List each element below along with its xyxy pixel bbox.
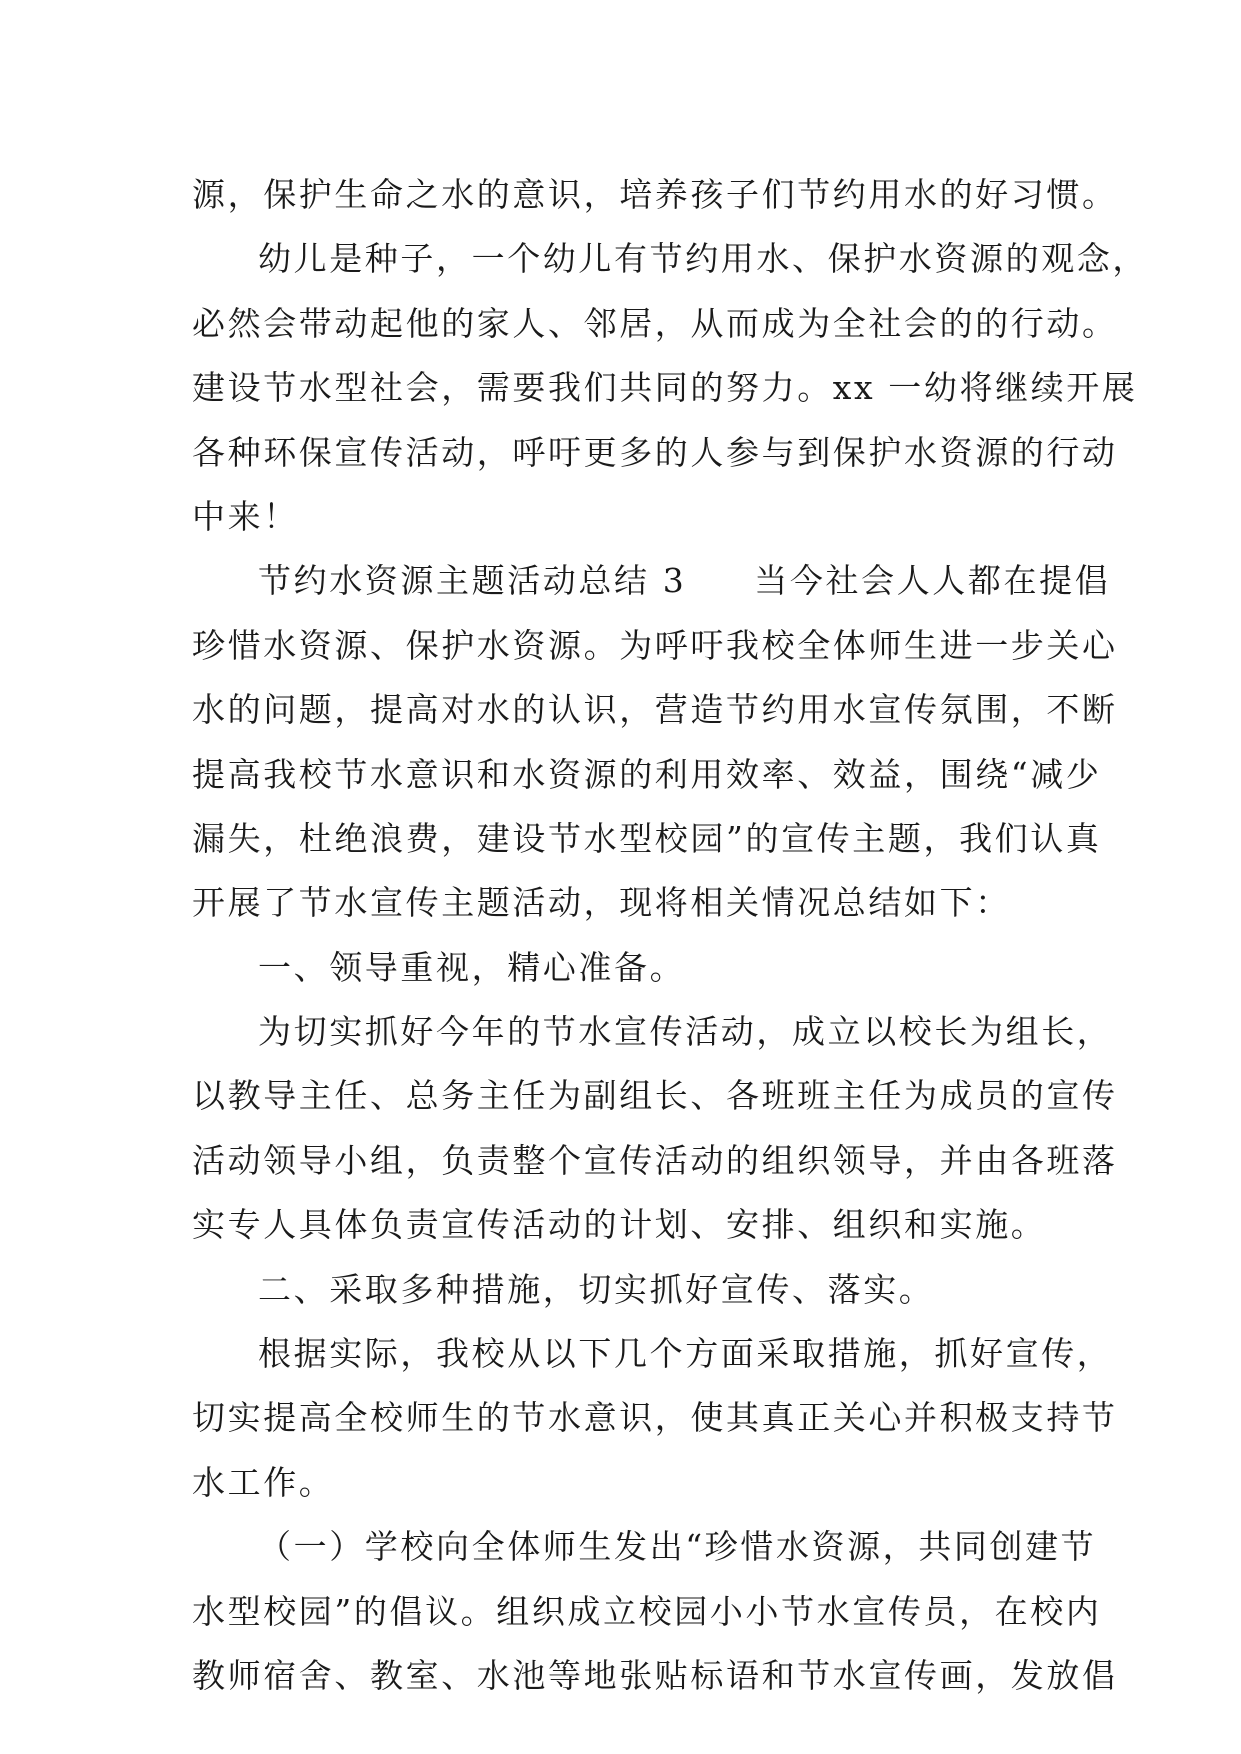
text-line: 提高我校节水意识和水资源的利用效率、效益，围绕“减少	[192, 754, 1102, 794]
text-line: 切实提高全校师生的节水意识，使其真正关心并积极支持节	[192, 1398, 1118, 1438]
text-line: 各种环保宣传活动，呼吁更多的人参与到保护水资源的行动	[192, 432, 1118, 472]
text-line: 漏失，杜绝浪费，建设节水型校园”的宣传主题，我们认真	[192, 818, 1102, 858]
text-line: 必然会带动起他的家人、邻居，从而成为全社会的的行动。	[192, 303, 1118, 343]
text-line: 根据实际，我校从以下几个方面采取措施，抓好宣传，	[258, 1334, 1113, 1374]
text-line: 开展了节水宣传主题活动，现将相关情况总结如下：	[192, 883, 1011, 923]
text-line: 建设节水型社会，需要我们共同的努力。xx 一幼将继续开展	[192, 368, 1138, 408]
text-line: 为切实抓好今年的节水宣传活动，成立以校长为组长，	[258, 1012, 1113, 1052]
section-heading: 二、采取多种措施，切实抓好宣传、落实。	[258, 1269, 935, 1309]
text-line: 水的问题，提高对水的认识，营造节约用水宣传氛围，不断	[192, 690, 1118, 730]
section-title: 节约水资源主题活动总结 3	[258, 561, 687, 601]
text-line: 以教导主任、总务主任为副组长、各班班主任为成员的宣传	[192, 1076, 1118, 1116]
text-line: 水工作。	[192, 1462, 335, 1502]
section-heading-line	[192, 549, 1111, 613]
text-line: 教师宿舍、教室、水池等地张贴标语和节水宣传画，发放倡	[192, 1655, 1118, 1695]
section-heading: 一、领导重视，精心准备。	[258, 947, 686, 987]
text-line: 幼儿是种子，一个幼儿有节约用水、保护水资源的观念，	[258, 239, 1148, 279]
text-line: （一）学校向全体师生发出“珍惜水资源，共同创建节	[258, 1527, 1097, 1567]
text-line: 活动领导小组，负责整个宣传活动的组织领导，并由各班落	[192, 1140, 1118, 1180]
text-line: 水型校园”的倡议。组织成立校园小小节水宣传员，在校内	[192, 1591, 1102, 1631]
text-line: 中来！	[192, 496, 299, 536]
text-line: 珍惜水资源、保护水资源。为呼吁我校全体师生进一步关心	[192, 625, 1118, 665]
text-line: 源，保护生命之水的意识，培养孩子们节约用水的好习惯。	[192, 175, 1118, 214]
text-line: 实专人具体负责宣传活动的计划、安排、组织和实施。	[192, 1205, 1047, 1245]
body-text	[192, 163, 1148, 1708]
text-line-fragment: 当今社会人人都在提倡	[754, 561, 1111, 601]
